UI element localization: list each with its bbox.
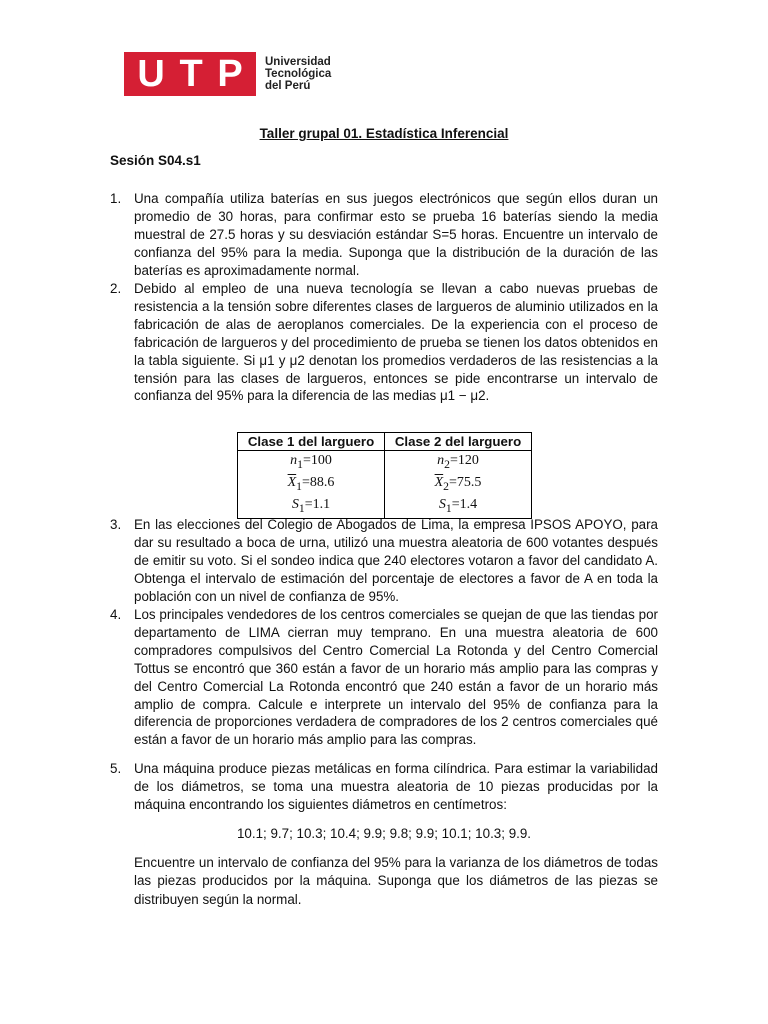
problem-text: En las elecciones del Colegio de Abogados de Lima, la empresa IPSOS APOYO, para dar su resultado a boca de urna, utilizó una muestra aleatoria de 600 votantes después de emitir su voto. Si el sondeo indica que 240 electores votaron a favor del candidato A. Obtenga el intervalo de estimación del porcentaje de electores a favor de A en toda la población con un nivel de confianza de 95%. — [134, 517, 658, 604]
problem-number: 4. — [110, 607, 122, 622]
problem-5-continuation: Encuentre un intervalo de confianza del 95% para la varianza de los diámetros de todas las piezas producidos por la máquina. Suponga que los diámetros de las piezas se distribuyen según la normal. — [134, 855, 658, 907]
table-header-clase-2: Clase 2 del larguero — [385, 433, 532, 451]
s1-value: $S_1=1.1$ — [291, 496, 331, 515]
larguero-table — [237, 432, 532, 519]
table-cell-clase-1 — [238, 451, 385, 519]
n2-value: $n_2=120$ — [437, 453, 479, 471]
table-cell-clase-2 — [385, 451, 532, 519]
problem-number: 5. — [110, 761, 122, 776]
logo-line-1: Universidad — [265, 56, 331, 68]
logo-wordmark — [265, 56, 331, 92]
problem-number: 2. — [110, 281, 122, 296]
problem-number: 3. — [110, 517, 122, 532]
problem-text: Debido al empleo de una nueva tecnología se llevan a cabo nuevas pruebas de resistencia a la tensión sobre diferentes clases de largueros de aluminio utilizados en la fabricación de alas de aeroplanos comerciales. De la experiencia con el proceso de fabricación de largueros y del procedimiento de prueba se tienen los datos obtenidos en la tabla siguiente. Si μ1 y μ2 denotan los promedios verdaderos de las resistencias a la tensión para las clases de largueros, entonces se pide encontrarse un intervalo de confianza del 95% para la diferencia de las medias μ1 − μ2. — [134, 281, 658, 404]
n1-value: $n_1=100$ — [290, 453, 332, 471]
logo-letter-p: P — [217, 53, 243, 95]
problem-2 — [110, 280, 658, 405]
problem-text: Los principales vendedores de los centros comerciales se quejan de que las tiendas por departamento de LIMA cierran muy temprano. En una muestra aleatoria de 600 compradores compulsivos del Centro Comercial La Rotonda y del Centro Comercial Tottus se encontró que 360 están a favor de un horario más amplio para las compras y del Centro Comercial La Rotonda encontró que 240 están a favor de un horario más amplio de compra. Calcule e interprete un intervalo del 95% de confianza para la diferencia de proporciones verdadera de compradores de los 2 centros comerciales qué están a favor de un horario más amplio para las compras. — [134, 607, 658, 748]
s2-value: $S_1=1.4$ — [438, 496, 478, 515]
logo-line-3: del Perú — [265, 80, 311, 92]
problem-text: Una compañía utiliza baterías en sus juegos electrónicos que según ellos duran un promedio de 30 horas, para confirmar esto se prueba 16 baterías siendo la media muestral de 27.5 horas y su desviación estándar S=5 horas. Encuentre un intervalo de confianza del 95% para la media. Suponga que la distribución de la duración de las baterías es aproximadamente normal. — [134, 191, 658, 278]
problem-3 — [110, 516, 658, 606]
problem-number: 1. — [110, 191, 122, 206]
x2-value: $\overline{X}_2=75.5$ — [434, 474, 482, 493]
problem-text: Una máquina produce piezas metálicas en forma cilíndrica. Para estimar la variabilidad de los diámetros, se toma una muestra aleatoria de 10 piezas producidas por la máquina encontrando los siguientes diámetros en centímetros: — [134, 761, 658, 812]
logo-mark — [124, 52, 256, 96]
logo-letter-t: T — [179, 53, 203, 95]
table-header-clase-1: Clase 1 del larguero — [238, 433, 385, 451]
logo-letter-u: U — [137, 53, 165, 95]
utp-logo — [124, 52, 331, 96]
diameters-list: 10.1; 9.7; 10.3; 10.4; 9.9; 9.8; 9.9; 10.1; 10.3; 9.9. — [236, 826, 532, 841]
problem-5 — [110, 760, 658, 814]
problem-4 — [110, 606, 658, 749]
session-label: Sesión S04.s1 — [110, 153, 201, 168]
x1-value: $\overline{X}_1=88.6$ — [287, 474, 335, 493]
problem-1 — [110, 190, 658, 280]
logo-line-2: Tecnológica — [265, 68, 332, 80]
document-title: Taller grupal 01. Estadística Inferencial — [259, 126, 509, 141]
